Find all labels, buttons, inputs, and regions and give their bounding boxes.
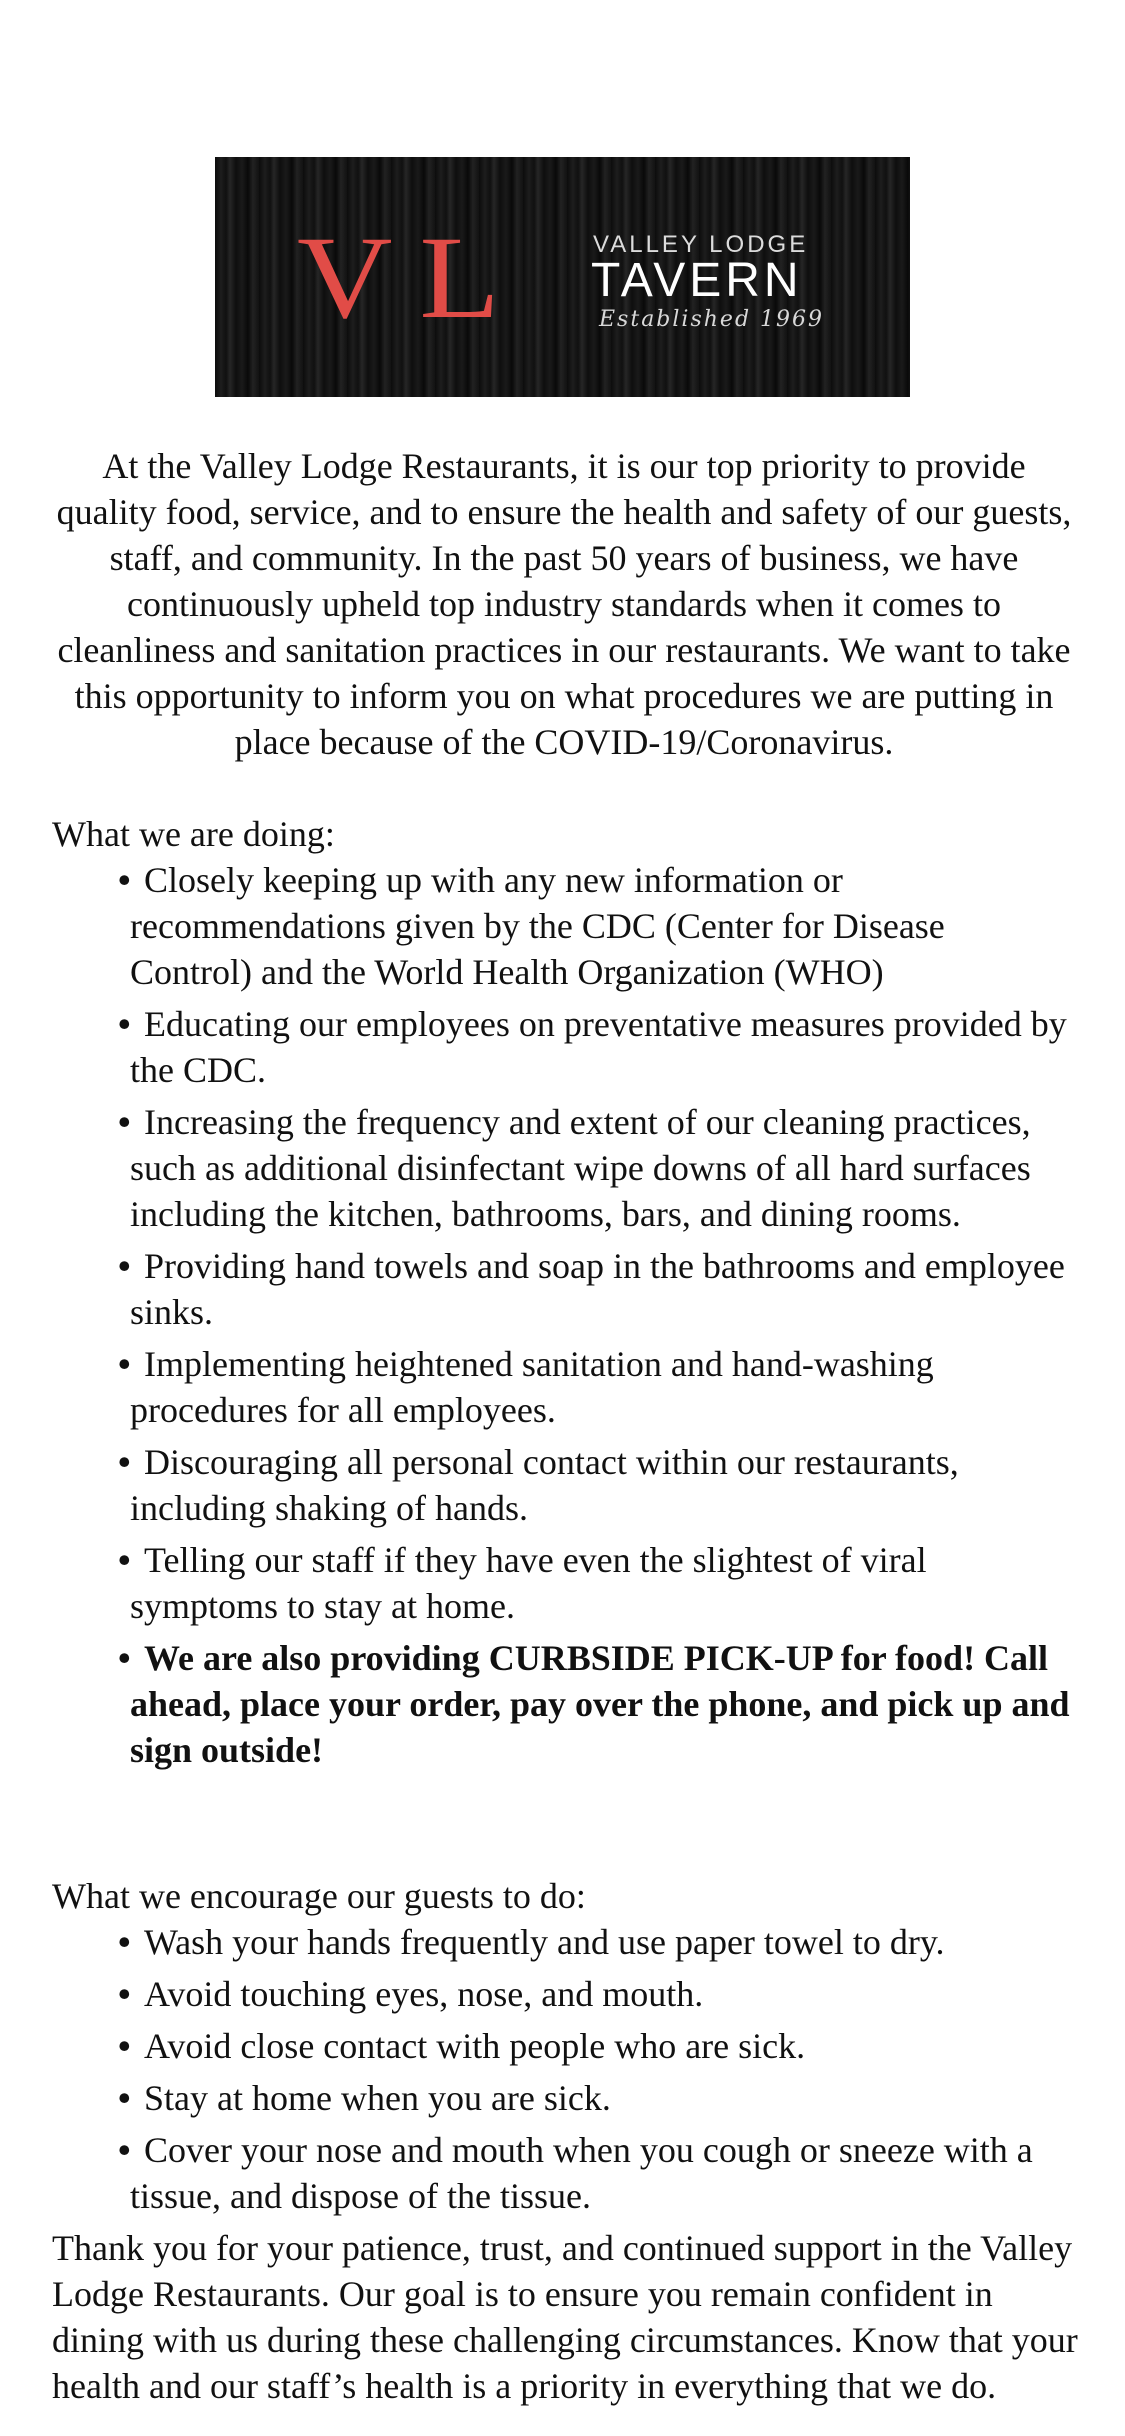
bullet-icon: • (118, 1540, 131, 1580)
bullet-icon: • (118, 1922, 131, 1962)
logo-monogram: VL (297, 212, 527, 343)
what-we-encourage-list (52, 1919, 1072, 2225)
list-item: • Closely keeping up with any new information or recommendations given by the CDC (Center for Disease Control) and the World Health Organization (WHO) (52, 857, 1072, 995)
what-we-are-doing-list (52, 857, 1072, 1779)
bullet-icon: • (118, 1638, 131, 1678)
bullet-icon: • (118, 860, 131, 900)
logo-established-text: Established 1969 (599, 307, 825, 332)
list-item: • Wash your hands frequently and use paper towel to dry. (52, 1919, 1072, 1965)
logo-tavern-text: TAVERN (591, 254, 803, 307)
list-item: • Providing hand towels and soap in the bathrooms and employee sinks. (52, 1243, 1072, 1335)
list-item: • Stay at home when you are sick. (52, 2075, 1072, 2121)
list-item: • Educating our employees on preventative measures provided by the CDC. (52, 1001, 1072, 1093)
bullet-icon: • (118, 2130, 131, 2170)
what-we-are-doing-heading: What we are doing: (52, 814, 335, 854)
list-item: • Telling our staff if they have even the slightest of viral symptoms to stay at home. (52, 1537, 1072, 1629)
list-item: • Discouraging all personal contact within our restaurants, including shaking of hands. (52, 1439, 1072, 1531)
closing-paragraph: Thank you for your patience, trust, and continued support in the Valley Lodge Restaurants. Our goal is to ensure you remain confident in dining with us during these challenging circumstances. Know that your health and our staff’s health is a priority in everything that we do. (52, 2228, 1078, 2406)
list-item: • Cover your nose and mouth when you cough or sneeze with a tissue, and dispose of the tissue. (52, 2127, 1072, 2219)
bullet-icon: • (118, 1974, 131, 2014)
list-item: • Implementing heightened sanitation and hand-washing procedures for all employees. (52, 1341, 1072, 1433)
list-item: • Increasing the frequency and extent of our cleaning practices, such as additional disinfectant wipe downs of all hard surfaces including the kitchen, bathrooms, bars, and dining rooms. (52, 1099, 1072, 1237)
intro-paragraph: At the Valley Lodge Restaurants, it is our top priority to provide quality food, service, and to ensure the health and safety of our guests, staff, and community. In the past 50 years of business, we have continuously upheld top industry standards when it comes to cleanliness and sanitation practices in our restaurants. We want to take this opportunity to inform you on what procedures we are putting in place because of the COVID-19/Coronavirus. (56, 446, 1072, 762)
list-item: • Avoid touching eyes, nose, and mouth. (52, 1971, 1072, 2017)
bullet-icon: • (118, 2078, 131, 2118)
curbside-pickup-item: • We are also providing CURBSIDE PICK-UP for food! Call ahead, place your order, pay over the phone, and pick up and sign outside! (52, 1635, 1072, 1773)
list-item: • Avoid close contact with people who are sick. (52, 2023, 1072, 2069)
bullet-icon: • (118, 1102, 131, 1142)
bullet-icon: • (118, 2026, 131, 2066)
bullet-icon: • (118, 1004, 131, 1044)
valley-lodge-tavern-logo (215, 157, 910, 397)
logo-valley-lodge-text: VALLEY LODGE (593, 231, 809, 258)
bullet-icon: • (118, 1246, 131, 1286)
bullet-icon: • (118, 1344, 131, 1384)
what-we-encourage-heading: What we encourage our guests to do: (52, 1876, 586, 1916)
bullet-icon: • (118, 1442, 131, 1482)
